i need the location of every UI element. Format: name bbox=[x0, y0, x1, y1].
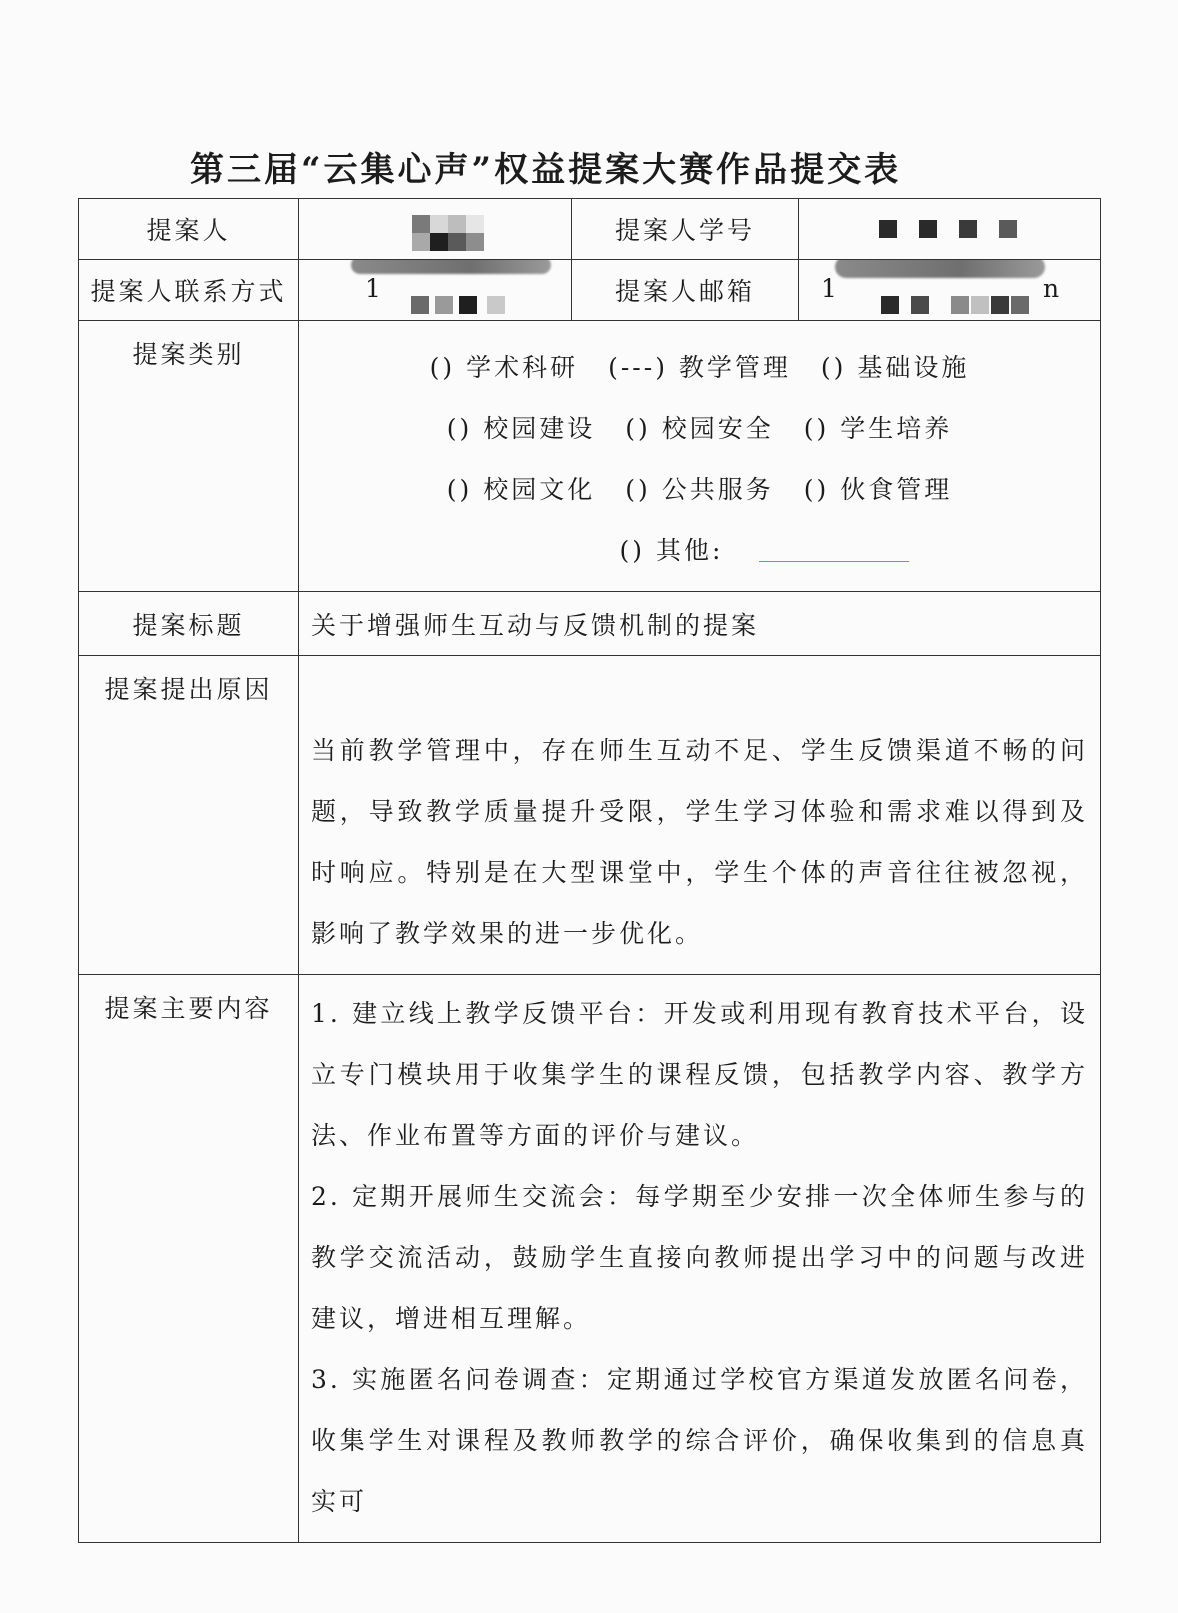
reason-paragraph: 当前教学管理中，存在师生互动不足、学生反馈渠道不畅的问题，导致教学质量提升受限，学生学习体验和需求难以得到及时响应。特别是在大型课堂中，学生个体的声音往往被忽视，影响了教学效果的进一步优化。 bbox=[311, 736, 1088, 948]
proposer-value-redacted bbox=[299, 199, 572, 260]
row-proposal-title bbox=[79, 592, 1101, 656]
email-visible-suffix: n bbox=[1043, 274, 1063, 303]
category-option: () 公共服务 bbox=[625, 474, 774, 504]
category-row bbox=[299, 457, 1100, 518]
proposal-title-label: 提案标题 bbox=[79, 592, 299, 656]
category-row bbox=[299, 396, 1100, 457]
reason-text bbox=[299, 656, 1101, 975]
category-option: () 伙食管理 bbox=[803, 474, 953, 504]
category-other-row bbox=[299, 518, 1100, 579]
proposer-label: 提案人 bbox=[79, 199, 299, 260]
category-option: () 校园文化 bbox=[446, 474, 596, 504]
content-item: 3. 实施匿名问卷调查：定期通过学校官方渠道发放匿名问卷，收集学生对课程及教师教学的综合评价，确保收集到的信息真实可 bbox=[311, 1365, 1088, 1516]
row-reason bbox=[79, 656, 1101, 975]
category-other-label: () 其他: bbox=[619, 535, 724, 565]
form-title: 第三届“云集心声”权益提案大赛作品提交表 bbox=[190, 150, 902, 190]
category-option: () 基础设施 bbox=[820, 352, 970, 382]
row-content bbox=[79, 975, 1101, 1543]
email-visible-prefix: 1 bbox=[821, 274, 840, 303]
category-option: () 学生培养 bbox=[803, 413, 953, 443]
category-option: (---) 教学管理 bbox=[608, 352, 791, 382]
category-label: 提案类别 bbox=[79, 321, 299, 592]
email-value-redacted bbox=[799, 260, 1101, 321]
category-options bbox=[299, 321, 1101, 592]
category-option: () 校园建设 bbox=[446, 413, 596, 443]
student-id-label: 提案人学号 bbox=[572, 199, 799, 260]
email-label: 提案人邮箱 bbox=[572, 260, 799, 321]
contact-visible-prefix: 1 bbox=[365, 274, 384, 303]
category-other-blank bbox=[759, 535, 909, 562]
proposal-title-value: 关于增强师生互动与反馈机制的提案 bbox=[299, 592, 1101, 656]
content-label: 提案主要内容 bbox=[79, 975, 299, 1543]
content-item: 1. 建立线上教学反馈平台：开发或利用现有教育技术平台，设立专门模块用于收集学生的课程反馈，包括教学内容、教学方法、作业布置等方面的评价与建议。 bbox=[311, 999, 1088, 1150]
category-row bbox=[299, 335, 1100, 396]
row-contact bbox=[79, 260, 1101, 321]
submission-form-table bbox=[78, 198, 1101, 1543]
student-id-value-redacted bbox=[799, 199, 1101, 260]
row-category bbox=[79, 321, 1101, 592]
contact-label: 提案人联系方式 bbox=[79, 260, 299, 321]
category-option: () 校园安全 bbox=[625, 413, 774, 443]
content-item: 2. 定期开展师生交流会：每学期至少安排一次全体师生参与的教学交流活动，鼓励学生直接向教师提出学习中的问题与改进建议，增进相互理解。 bbox=[311, 1182, 1088, 1333]
contact-value-redacted bbox=[299, 260, 572, 321]
category-option: () 学术科研 bbox=[429, 352, 579, 382]
content-text bbox=[299, 975, 1101, 1543]
reason-label: 提案提出原因 bbox=[79, 656, 299, 975]
row-proposer bbox=[79, 199, 1101, 260]
